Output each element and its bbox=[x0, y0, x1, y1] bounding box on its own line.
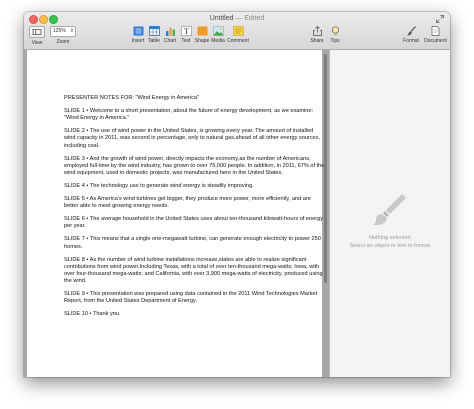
edited-indicator: — Edited bbox=[233, 15, 265, 22]
shape-label: Shape bbox=[194, 38, 210, 44]
insert-label: Insert bbox=[131, 38, 145, 44]
media-image-icon bbox=[213, 26, 224, 36]
sidebar-view-icon bbox=[29, 26, 45, 38]
paintbrush-icon bbox=[406, 26, 417, 36]
document-label: Document bbox=[424, 38, 447, 44]
doc-paragraph: SLIDE 5 • As America's wind turbines get bigger, they produce more power, more efficiently, and are better able to meet growing energy needs. bbox=[64, 196, 311, 210]
table-label: Table bbox=[148, 38, 160, 44]
document-page[interactable] bbox=[27, 50, 325, 377]
window-title bbox=[24, 15, 450, 22]
nothing-selected-text: Nothing selected. bbox=[368, 235, 413, 241]
svg-text:T: T bbox=[183, 27, 189, 36]
zoom-select[interactable] bbox=[50, 26, 76, 37]
toolbar bbox=[24, 12, 450, 50]
doc-paragraph: SLIDE 3 • And the growth of wind power, directly impacts the economy,as the number of Americans, employed full-time by the wind industry, has grown to over 75,000 people. In addition, in 2011, 67% of the wind equipment, used in domestic projects, was manufactured here in the United States. bbox=[64, 155, 325, 177]
app-window bbox=[24, 12, 450, 377]
vertical-scrollbar[interactable] bbox=[324, 54, 327, 283]
tips-button[interactable] bbox=[322, 26, 348, 48]
doc-paragraph: SLIDE 8 • As the number of wind turbine installations increase,states are able to realize significant contributions from wind power.Including Texas, with a total of over ten-thousand mega-watts; Iowa, with over four-thousand mega-watts; and California, with over 3,900 mega-watts of electricity, produced using the wind. bbox=[64, 256, 323, 285]
lightbulb-icon bbox=[330, 26, 341, 36]
fullscreen-icon[interactable] bbox=[436, 15, 444, 23]
share-arrow-icon bbox=[312, 26, 323, 36]
doc-paragraph: SLIDE 10 • Thank you. bbox=[64, 311, 121, 318]
chevron-updown-icon: ⇕ bbox=[69, 28, 74, 34]
doc-paragraph: SLIDE 6 • The average household in the United States uses about ten-thousand kilowatt-hours of energy per year. bbox=[64, 216, 324, 230]
format-label: Format bbox=[403, 38, 419, 44]
tips-label: Tips bbox=[330, 38, 340, 44]
doc-paragraph: SLIDE 2 • The use of wind power in the United States, is growing every year. The amount of installed wind capacity in 2011, was second in percentage, only to natural gas,ahead of all other energy sources, including coal. bbox=[64, 128, 321, 149]
zoom-control[interactable] bbox=[46, 26, 80, 48]
document-title: Untitled bbox=[209, 15, 234, 22]
document-button[interactable] bbox=[421, 26, 450, 48]
doc-paragraph: PRESENTER NOTES FOR: "Wind Energy in America" bbox=[64, 95, 200, 101]
doc-paragraph: SLIDE 7 • This means that a single one-megawatt turbine, can generate enough electricity to power 250 homes. bbox=[64, 236, 321, 250]
text-label: Text bbox=[181, 38, 191, 44]
document-canvas bbox=[24, 50, 329, 377]
paintbrush-icon bbox=[371, 190, 409, 228]
doc-paragraph: SLIDE 9 • This presentation was prepared using data contained in the 2011 Wind Technologies Market Report, from the United States Department of Energy. bbox=[64, 291, 318, 305]
zoom-value: 125% bbox=[53, 28, 66, 34]
comment-label: Comment bbox=[227, 38, 249, 44]
document-body[interactable] bbox=[64, 95, 326, 324]
comment-note-icon bbox=[233, 26, 244, 36]
comment-button[interactable] bbox=[223, 26, 253, 48]
document-page-icon bbox=[430, 26, 441, 36]
share-label: Share bbox=[310, 38, 324, 44]
selection-hint-text: Select an object or text to format. bbox=[349, 243, 432, 249]
zoom-label: Zoom bbox=[56, 39, 70, 45]
format-inspector bbox=[329, 50, 450, 377]
media-label: Media bbox=[211, 38, 225, 44]
chart-label: Chart bbox=[163, 38, 177, 44]
doc-paragraph: SLIDE 4 • The technology use to generate wind energy is steadily improving. bbox=[64, 183, 254, 190]
view-label: View bbox=[31, 40, 43, 46]
doc-paragraph: SLIDE 1 • Welcome to a short presentation, about the future of energy development, as we examine: "Wind Energy in America." bbox=[64, 108, 314, 122]
